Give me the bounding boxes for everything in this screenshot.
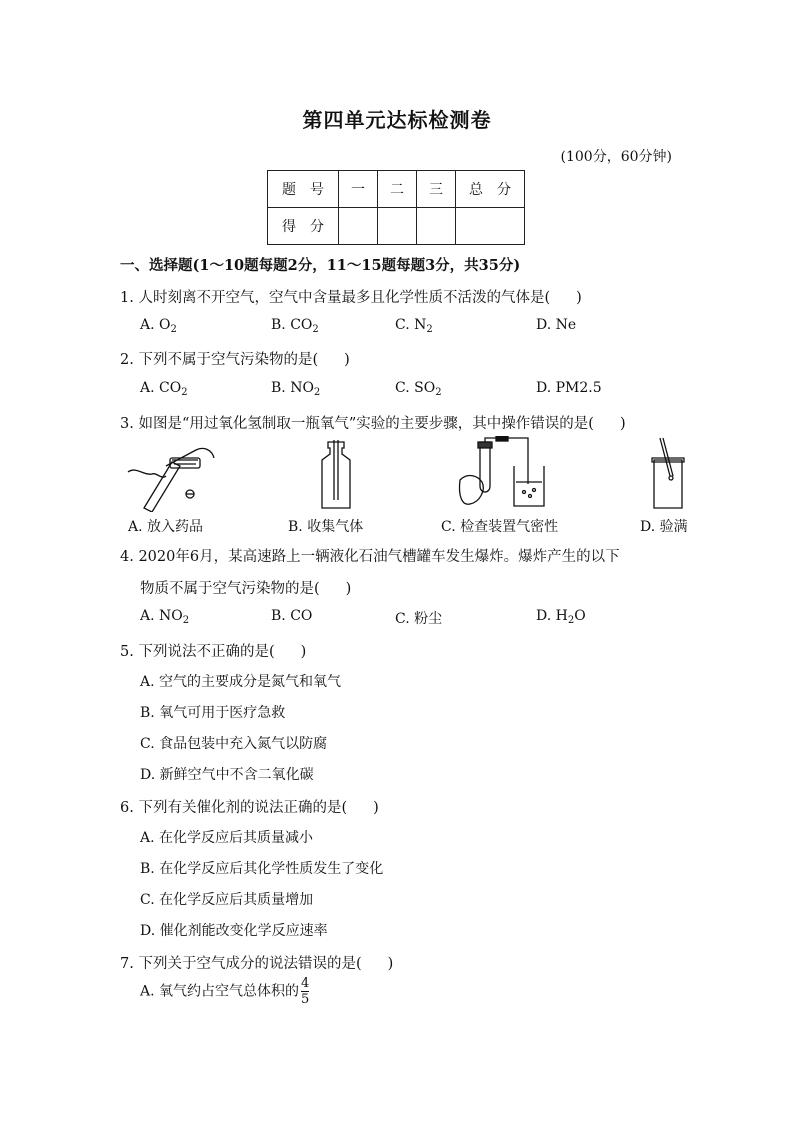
option-c: C. 在化学反应后其质量增加	[140, 892, 314, 908]
question-4: 4. 2020年6月，某高速路上一辆液化石油气槽罐车发生爆炸。爆炸产生的以下	[120, 549, 620, 565]
score-table-header-row	[268, 171, 525, 208]
score-cell: 得 分	[268, 208, 339, 245]
score-cell: 三	[417, 171, 456, 208]
question-stem: 物质不属于空气污染物的是(	[140, 581, 320, 597]
option-a: A. $NO_2$	[140, 608, 190, 626]
question-stem: 7. 下列关于空气成分的说法错误的是(	[120, 956, 362, 972]
figure-check-full	[648, 436, 688, 512]
option-d: D. $H_2O$	[536, 608, 586, 626]
option-b: B. 氧气可用于医疗急救	[140, 705, 286, 721]
question-stem: 1. 人时刻离不开空气，空气中含量最多且化学性质不活泼的气体是(	[120, 290, 551, 306]
fraction: $\frac{4}{5}$	[301, 976, 310, 1007]
figure-caption-c: C. 检查装置气密性	[441, 519, 559, 535]
figure-caption-b: B. 收集气体	[288, 519, 364, 535]
option-a: A. 在化学反应后其质量减小	[140, 830, 314, 846]
section-heading: 一、选择题(1～10题每题2分，11～15题每题3分，共35分)	[120, 257, 521, 274]
figure-caption-d: D. 验满	[640, 519, 688, 535]
figure-adding-reagent	[126, 436, 226, 512]
score-cell: 一	[339, 171, 378, 208]
score-input-cell[interactable]	[417, 208, 456, 245]
figure-caption-a: A. 放入药品	[128, 519, 204, 535]
option-b: B. 在化学反应后其化学性质发生了变化	[140, 861, 384, 877]
option-c: C. $SO_2$	[395, 380, 442, 398]
question-3: 3. 如图是“用过氧化氢制取一瓶氧气”实验的主要步骤，其中操作错误的是( )	[120, 416, 626, 432]
question-stem: 5. 下列说法不正确的是(	[120, 644, 275, 660]
question-stem: 6. 下列有关催化剂的说法正确的是(	[120, 800, 348, 816]
option-b: B. CO	[271, 608, 313, 624]
option-d: D. 催化剂能改变化学反应速率	[140, 923, 328, 939]
option-a: A. $O_2$	[140, 317, 177, 335]
question-1: 1. 人时刻离不开空气，空气中含量最多且化学性质不活泼的气体是( )	[120, 290, 582, 306]
option-a: A. 氧气约占空气总体积的 $\frac{4}{5}$	[140, 976, 310, 1007]
option-c: C. $N_2$	[395, 317, 433, 335]
option-b: B. $CO_2$	[271, 317, 319, 335]
score-cell: 题 号	[268, 171, 339, 208]
option-d: D. Ne	[536, 317, 577, 333]
option-a: A. $CO_2$	[140, 380, 188, 398]
question-6: 6. 下列有关催化剂的说法正确的是( )	[120, 800, 379, 816]
question-2: 2. 下列不属于空气污染物的是( )	[120, 352, 350, 368]
figure-gas-collection	[316, 440, 356, 512]
option-b: B. $NO_2$	[271, 380, 321, 398]
score-table-value-row	[268, 208, 525, 245]
page-title: 第四单元达标检测卷	[302, 108, 492, 132]
option-c: C. 粉尘	[395, 611, 443, 627]
question-stem: 3. 如图是“用过氧化氢制取一瓶氧气”实验的主要步骤，其中操作错误的是(	[120, 416, 594, 432]
score-table	[267, 170, 525, 245]
score-input-cell[interactable]	[456, 208, 525, 245]
question-stem: 2. 下列不属于空气污染物的是(	[120, 352, 319, 368]
option-d: D. 新鲜空气中不含二氧化碳	[140, 767, 314, 783]
score-cell: 总 分	[456, 171, 525, 208]
option-c: C. 食品包装中充入氮气以防腐	[140, 736, 328, 752]
score-cell: 二	[378, 171, 417, 208]
score-input-cell[interactable]	[339, 208, 378, 245]
question-4-cont: 物质不属于空气污染物的是( )	[140, 581, 352, 597]
question-7: 7. 下列关于空气成分的说法错误的是( )	[120, 956, 394, 972]
question-5: 5. 下列说法不正确的是( )	[120, 644, 307, 660]
option-d: D. PM2.5	[536, 380, 602, 396]
score-input-cell[interactable]	[378, 208, 417, 245]
score-time-info: (100分，60分钟)	[560, 149, 672, 165]
figure-airtightness-check	[456, 436, 552, 512]
option-a: A. 空气的主要成分是氮气和氧气	[140, 674, 342, 690]
